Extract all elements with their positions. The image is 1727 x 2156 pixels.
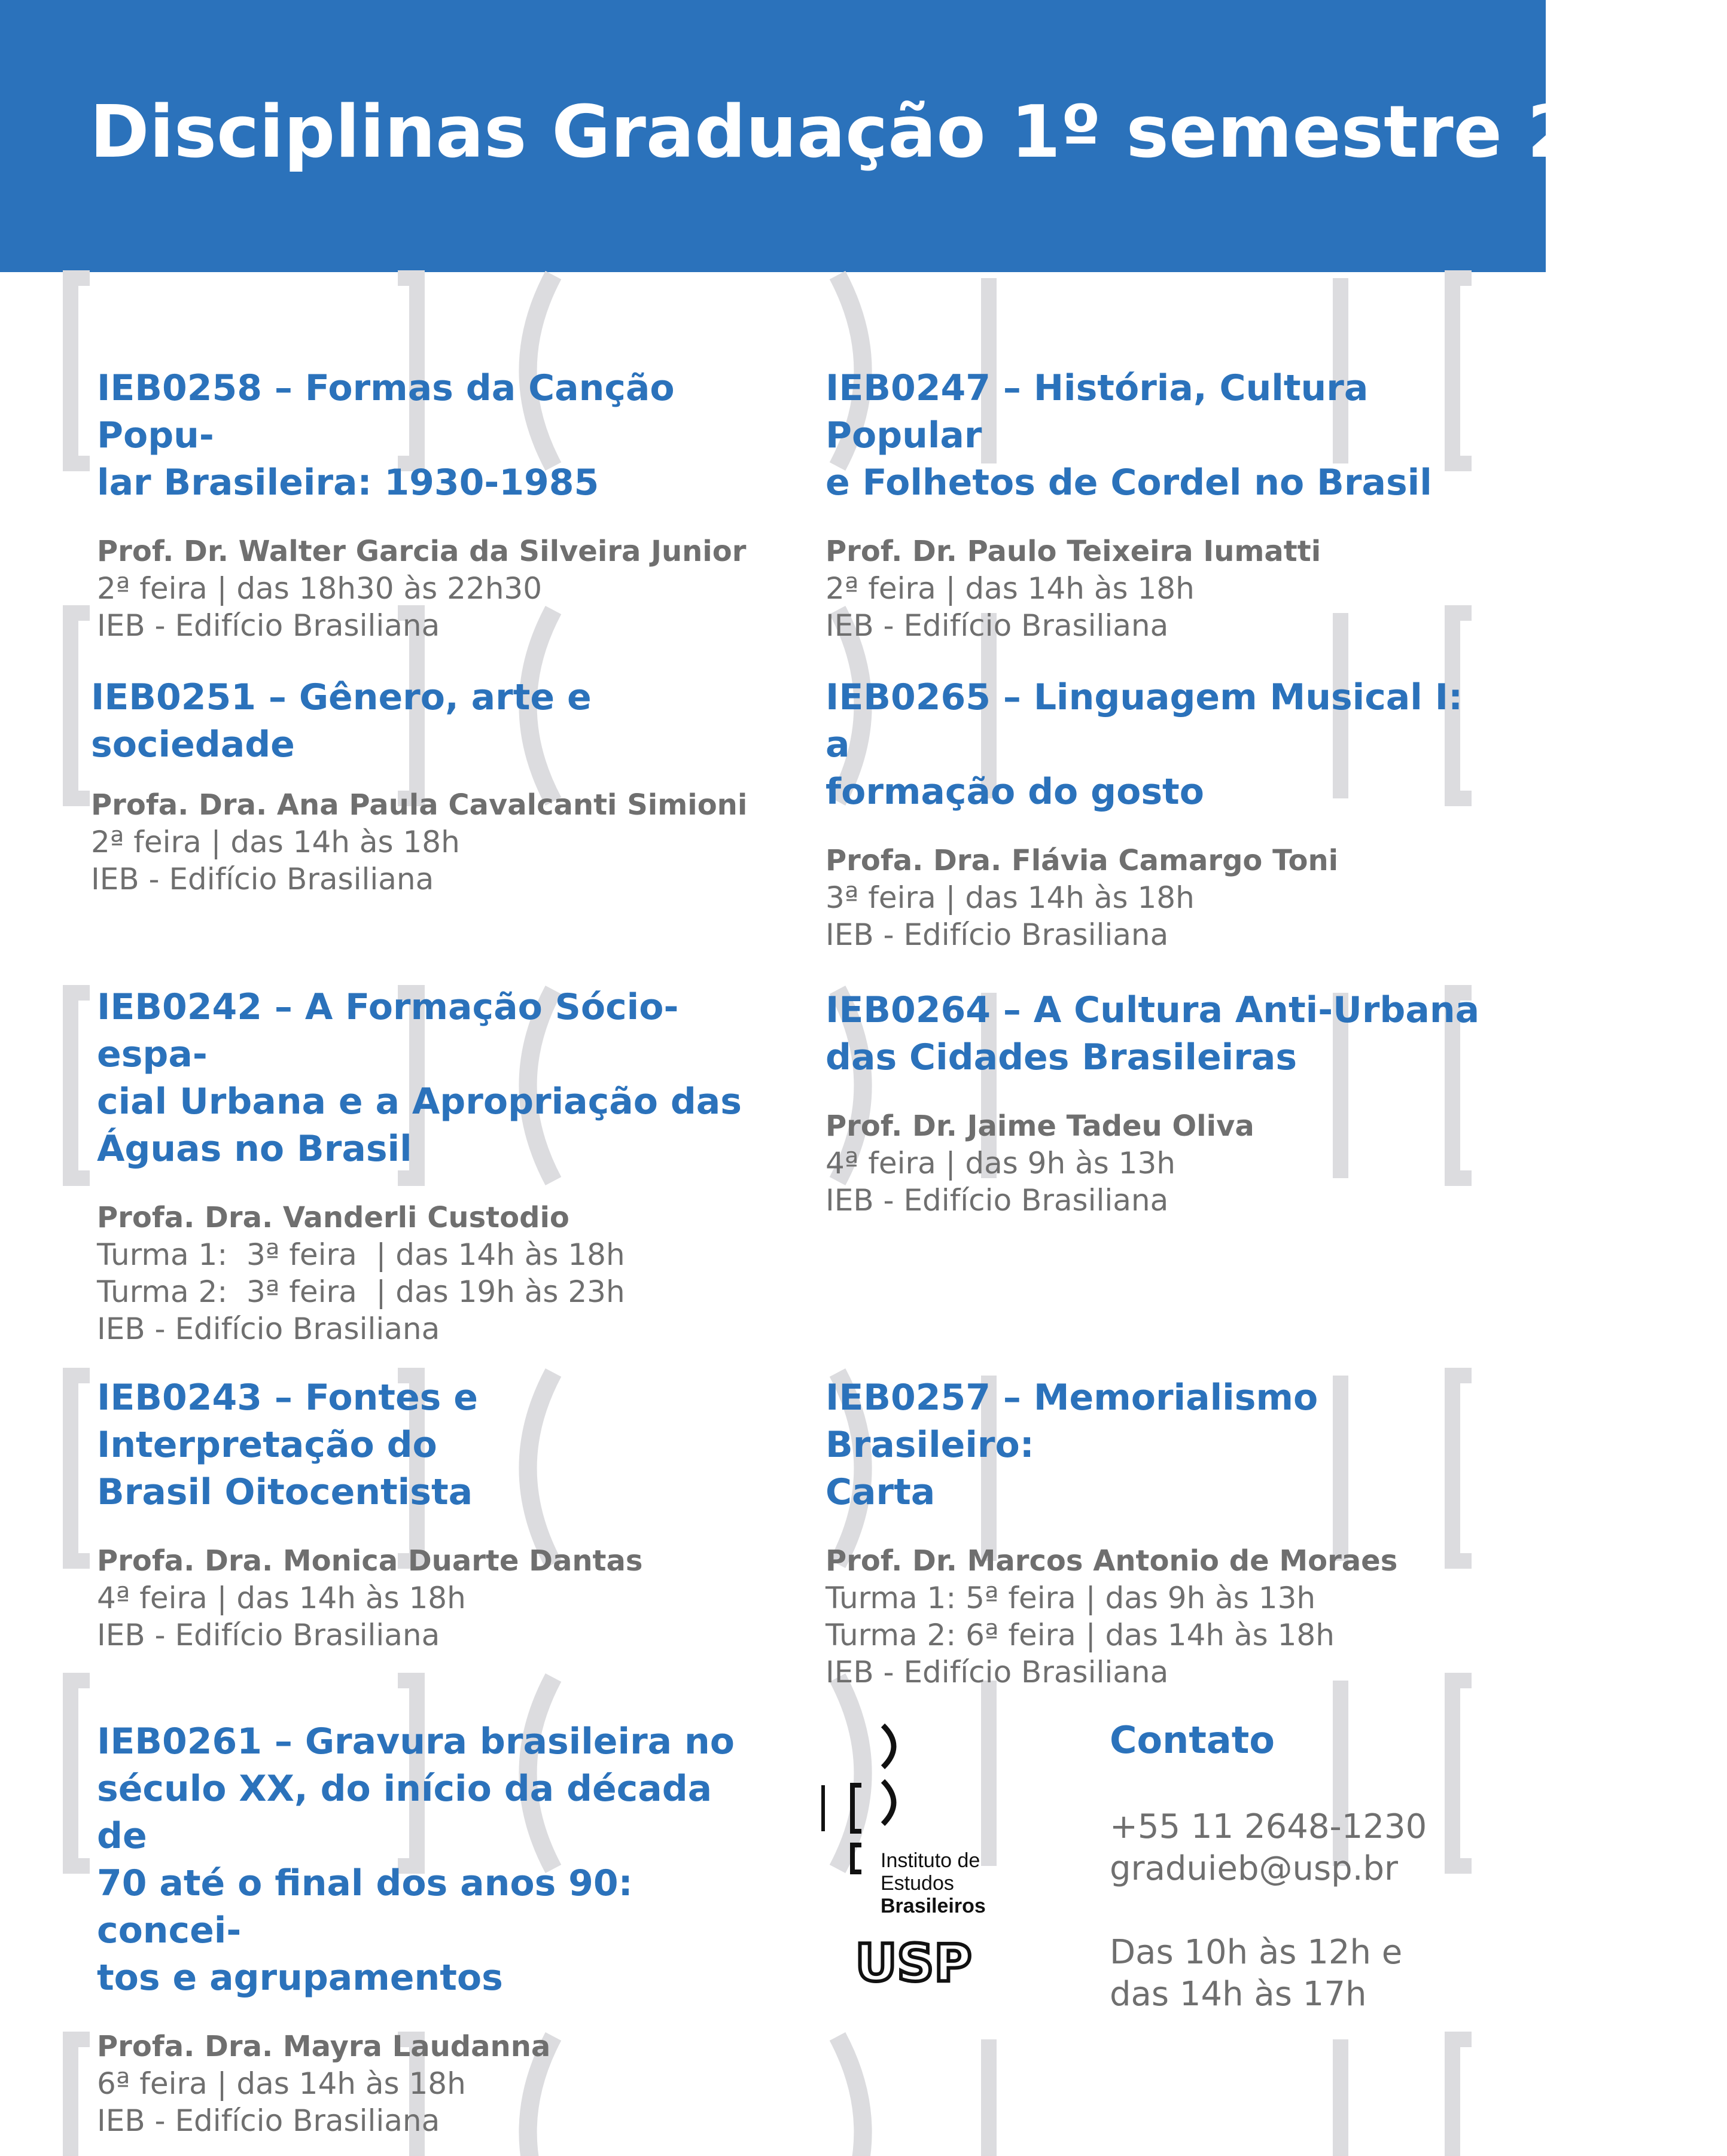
course-schedule: 2ª feira | das 18h30 às 22h30 (97, 571, 543, 606)
course-professor: Prof. Dr. Marcos Antonio de Moraes (826, 1544, 1398, 1578)
contact-hours-line: das 14h às 17h (1110, 1975, 1367, 2014)
contact-hours-line: Das 10h às 12h e (1110, 1933, 1403, 1972)
course-title-line: cial Urbana e a Apropriação das (97, 1081, 742, 1123)
ieb-name-line: Estudos (881, 1872, 954, 1895)
ieb-name-line: Brasileiros (881, 1895, 986, 1917)
course-title-line: IEB0264 – A Cultura Anti-Urbana (826, 989, 1480, 1031)
course-location: IEB - Edifício Brasiliana (91, 862, 434, 896)
course-title-line: IEB0265 – Linguagem Musical I: a (826, 676, 1463, 766)
course-location: IEB - Edifício Brasiliana (826, 917, 1169, 952)
ieb-name-line: Instituto de (881, 1849, 980, 1872)
course-schedule: 2ª feira | das 14h às 18h (91, 825, 460, 859)
course-schedule: Turma 2: 3ª feira | das 19h às 23h (97, 1274, 625, 1309)
contact-phone[interactable]: +55 11 2648-1230 (1110, 1807, 1427, 1846)
course-title-line: tos e agrupamentos (97, 1957, 503, 1999)
course-title-line: IEB0257 – Memorialismo Brasileiro: (826, 1377, 1318, 1466)
course-professor: Profa. Dra. Monica Duarte Dantas (97, 1544, 643, 1578)
page-title: Disciplinas Graduação 1º semestre 2017 (90, 91, 1727, 174)
course-title-line: IEB0242 – A Formação Sócio-espa- (97, 986, 679, 1075)
course-professor: Prof. Dr. Jaime Tadeu Oliva (826, 1109, 1254, 1143)
course-schedule: Turma 2: 6ª feira | das 14h às 18h (826, 1618, 1335, 1652)
course-professor: Profa. Dra. Ana Paula Cavalcanti Simioni (91, 788, 748, 822)
course-title-line: lar Brasileira: 1930-1985 (97, 462, 599, 504)
course-professor: Prof. Dr. Walter Garcia da Silveira Junior (97, 535, 747, 568)
usp-logo (852, 1934, 975, 1993)
course-title-line: das Cidades Brasileiras (826, 1036, 1297, 1078)
course-schedule: Turma 1: 5ª feira | das 9h às 13h (826, 1581, 1316, 1615)
course-location: IEB - Edifício Brasiliana (826, 608, 1169, 643)
course-title-line: Carta (826, 1471, 936, 1513)
course-schedule: 6ª feira | das 14h às 18h (97, 2066, 466, 2101)
usp-logo-text: USP (855, 1934, 972, 1993)
course-title-line: IEB0243 – Fontes e Interpretação do (97, 1377, 478, 1466)
course-location: IEB - Edifício Brasiliana (826, 1183, 1169, 1218)
course-schedule: 3ª feira | das 14h às 18h (826, 880, 1195, 915)
course-title-line: e Folhetos de Cordel no Brasil (826, 462, 1432, 504)
course-title-line: formação do gosto (826, 771, 1204, 813)
course-title-line: IEB0251 – Gênero, arte e sociedade (91, 676, 592, 766)
course-title-line: Brasil Oitocentista (97, 1471, 473, 1513)
course-title-line: 70 até o final dos anos 90: concei- (97, 1862, 633, 1951)
course-professor: Profa. Dra. Vanderli Custodio (97, 1201, 569, 1234)
course-title-line: IEB0258 – Formas da Canção Popu- (97, 367, 675, 456)
course-location: IEB - Edifício Brasiliana (97, 1312, 440, 1346)
course-professor: Profa. Dra. Flávia Camargo Toni (826, 844, 1339, 877)
ieb-name (881, 1849, 1024, 1917)
course-schedule: 4ª feira | das 9h às 13h (826, 1146, 1175, 1181)
course-location: IEB - Edifício Brasiliana (97, 2103, 440, 2138)
course-title-line: Águas no Brasil (97, 1128, 412, 1170)
course-professor: Profa. Dra. Mayra Laudanna (97, 2030, 551, 2063)
course-title-line: IEB0247 – História, Cultura Popular (826, 367, 1369, 456)
course-location: IEB - Edifício Brasiliana (97, 608, 440, 643)
course-title-line: século XX, do início da década de (97, 1768, 712, 1857)
contact-email[interactable]: graduieb@usp.br (1110, 1849, 1399, 1888)
course-schedule: 2ª feira | das 14h às 18h (826, 571, 1195, 606)
course-title-line: IEB0261 – Gravura brasileira no (97, 1721, 735, 1762)
course-location: IEB - Edifício Brasiliana (826, 1655, 1169, 1690)
course-professor: Prof. Dr. Paulo Teixeira Iumatti (826, 535, 1321, 568)
course-schedule: Turma 1: 3ª feira | das 14h às 18h (97, 1237, 625, 1272)
course-location: IEB - Edifício Brasiliana (97, 1618, 440, 1652)
contact-title: Contato (1110, 1718, 1275, 1762)
contact-section (1110, 1716, 1481, 2015)
course-schedule: 4ª feira | das 14h às 18h (97, 1581, 466, 1615)
